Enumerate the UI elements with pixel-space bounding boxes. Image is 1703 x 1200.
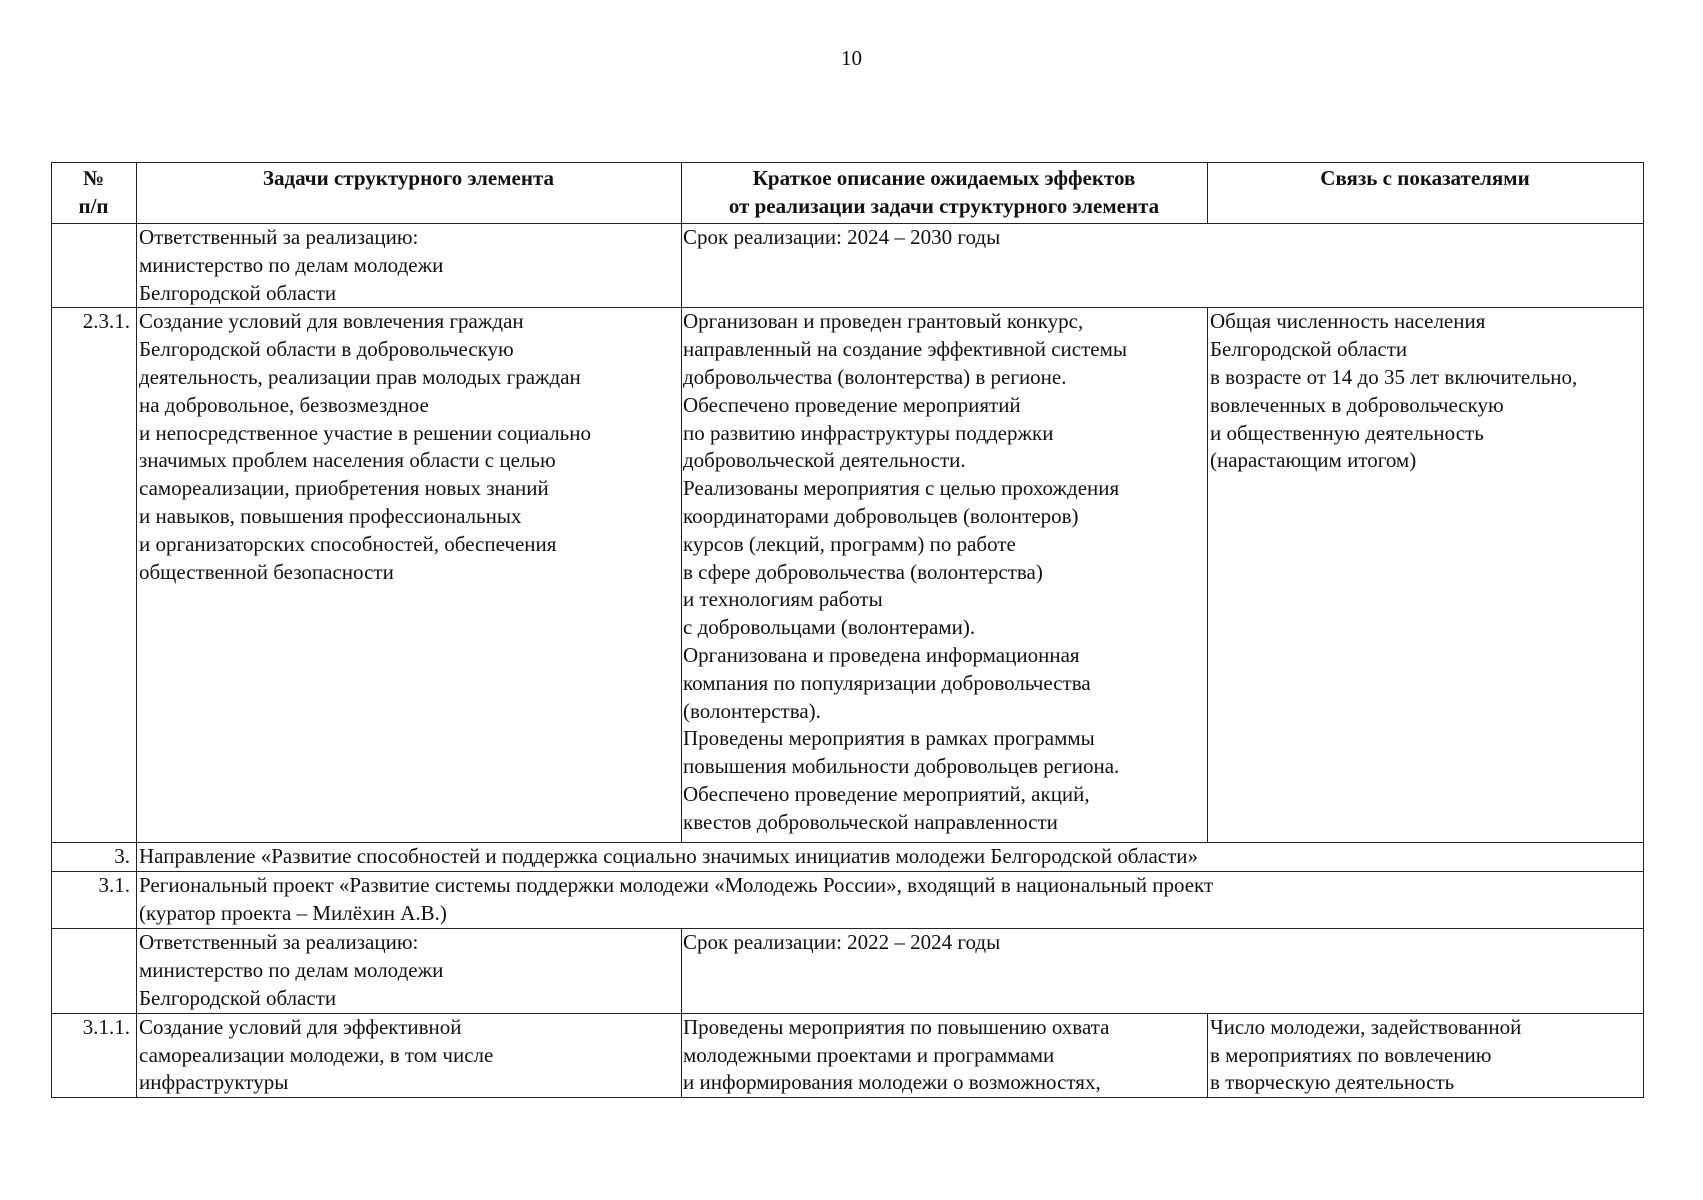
table-row [52, 224, 1644, 308]
row-num: 3.1. [52, 872, 137, 929]
table-row [52, 872, 1644, 929]
row-num: 3.1.1. [52, 1013, 137, 1097]
header-tasks: Задачи структурного элемента [137, 163, 682, 224]
table-row [52, 929, 1644, 1013]
table-header-row [52, 163, 1644, 224]
indicator-cell: Общая численность населения Белгородской области в возрасте от 14 до 35 лет включительно, вовлеченных в добровольческую и общественную деятельность (нарастающим итогом) [1208, 308, 1644, 843]
direction-cell: Направление «Развитие способностей и поддержка социально значимых инициатив молодежи Белгородской области» [137, 843, 1644, 872]
indicator-cell: Число молодежи, задействованной в мероприятиях по вовлечению в творческую деятельность [1208, 1013, 1644, 1097]
row-num: 3. [52, 843, 137, 872]
page-number: 10 [841, 46, 862, 70]
effect-cell: Проведены мероприятия по повышению охвата молодежными проектами и программами и информирования молодежи о возможностях, [682, 1013, 1208, 1097]
table-row [52, 1013, 1644, 1097]
project-cell: Региональный проект «Развитие системы поддержки молодежи «Молодежь России», входящий в национальный проект (куратор проекта – Милёхин А.В.) [137, 872, 1644, 929]
program-table [51, 162, 1644, 1098]
responsible-cell: Ответственный за реализацию: министерство по делам молодежи Белгородской области [137, 929, 682, 1013]
task-cell: Создание условий для вовлечения граждан Белгородской области в добровольческую деятельность, реализации прав молодых граждан на добровольное, безвозмездное и непосредственное участие в решении социально значимых проблем населения области с целью самореализации, приобретения новых знаний и навыков, повышения профессиональных и организаторских способностей, обеспечения общественной безопасности [137, 308, 682, 843]
row-num [52, 929, 137, 1013]
header-num: № п/п [52, 163, 137, 224]
table-row [52, 308, 1644, 843]
period-cell: Срок реализации: 2022 – 2024 годы [682, 929, 1644, 1013]
table-row [52, 843, 1644, 872]
row-num [52, 224, 137, 308]
row-num: 2.3.1. [52, 308, 137, 843]
responsible-cell: Ответственный за реализацию: министерство по делам молодежи Белгородской области [137, 224, 682, 308]
task-cell: Создание условий для эффективной самореализации молодежи, в том числе инфраструктуры [137, 1013, 682, 1097]
period-cell: Срок реализации: 2024 – 2030 годы [682, 224, 1644, 308]
effect-cell: Организован и проведен грантовый конкурс, направленный на создание эффективной системы добровольчества (волонтерства) в регионе. Обеспечено проведение мероприятий по развитию инфраструктуры поддержки добровольческой деятельности. Реализованы мероприятия с целью прохождения координаторами добровольцев (волонтеров) курсов (лекций, программ) по работе в сфере добровольчества (волонтерства) и технологиям работы с добровольцами (волонтерами). Организована и проведена информационная компания по популяризации добровольчества (волонтерства). Проведены мероприятия в рамках программы повышения мобильности добровольцев региона. Обеспечено проведение мероприятий, акций, квестов добровольческой направленности [682, 308, 1208, 843]
header-indicators: Связь с показателями [1208, 163, 1644, 224]
header-effects: Краткое описание ожидаемых эффектов от реализации задачи структурного элемента [682, 163, 1208, 224]
